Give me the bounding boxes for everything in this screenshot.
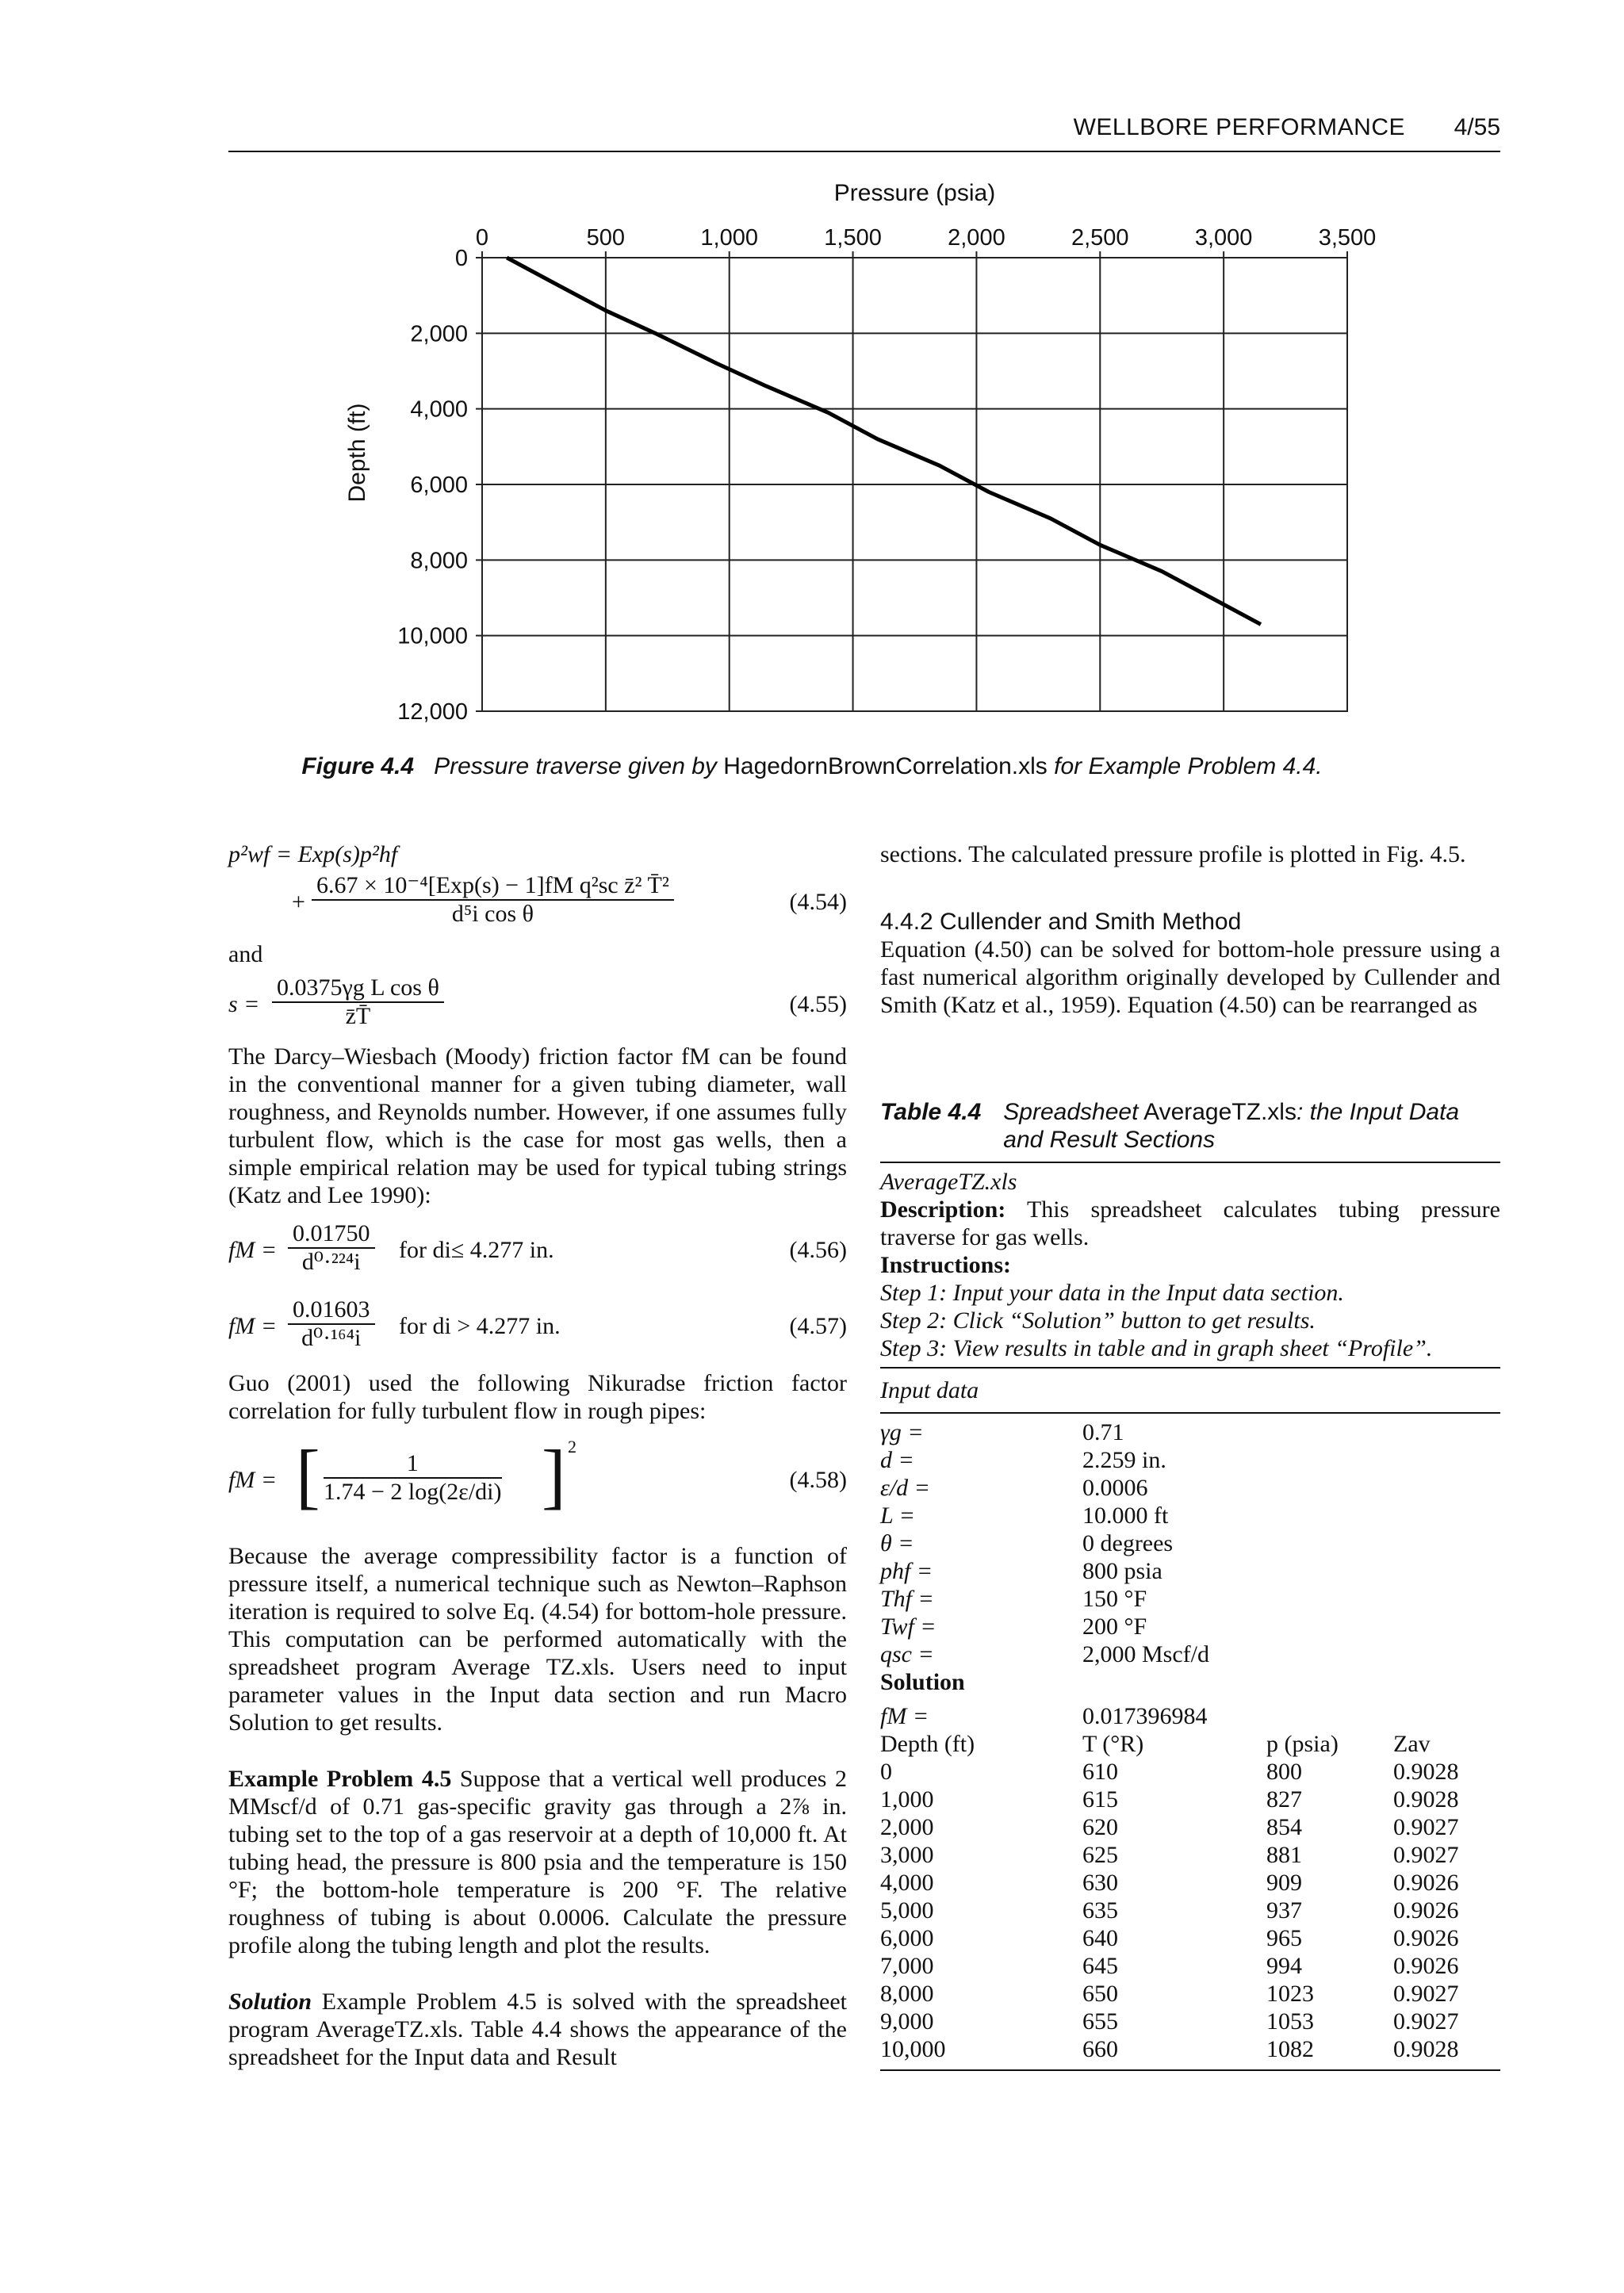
- zav-cell: 0.9027: [1393, 2008, 1459, 2035]
- input-value: 150 °F: [1082, 1586, 1147, 1612]
- pressure-cell: 965: [1266, 1925, 1302, 1951]
- input-value: 2,000 Mscf/d: [1082, 1641, 1209, 1667]
- zav-cell: 0.9028: [1393, 1786, 1459, 1813]
- figure-caption-text: Pressure traverse given by: [434, 753, 717, 779]
- x-axis-title: Pressure (psia): [833, 180, 996, 206]
- table-row: [880, 1786, 1459, 1813]
- eq458-number: (4.58): [789, 1467, 847, 1493]
- depth-cell: 8,000: [880, 1981, 934, 2007]
- paragraph-example-4-5: [228, 1765, 847, 1959]
- table-row: [880, 1980, 1459, 2008]
- equation-4-54-line1: [228, 840, 847, 872]
- pressure-cell: 800: [1266, 1759, 1302, 1785]
- eq454-denominator: d⁵i cos θ: [451, 901, 534, 927]
- temperature-cell: 610: [1082, 1759, 1118, 1785]
- x-tick-label: 2,000: [948, 225, 1005, 251]
- input-value: 200 °F: [1082, 1614, 1147, 1640]
- eq456-number: (4.56): [789, 1237, 847, 1263]
- temperature-cell: 620: [1082, 1814, 1118, 1840]
- depth-cell: 3,000: [880, 1842, 934, 1868]
- solution-text: Example Problem 4.5 is solved with the spreadsheet program AverageTZ.xls. Table 4.4 shows the appearance of the spreadsheet for the Input data and Result: [228, 1989, 848, 2070]
- eq455-lhs: s =: [228, 991, 260, 1017]
- eq458-power: 2: [568, 1437, 576, 1457]
- pressure-cell: 827: [1266, 1786, 1302, 1813]
- zav-cell: 0.9028: [1393, 2036, 1459, 2062]
- y-tick-label: 4,000: [410, 396, 468, 423]
- depth-cell: 0: [880, 1759, 892, 1785]
- table-row: [880, 1924, 1459, 1952]
- depth-cell: 4,000: [880, 1870, 934, 1896]
- y-tick-label: 12,000: [397, 699, 468, 725]
- input-label: ε/d =: [880, 1475, 930, 1501]
- input-row: [880, 1613, 1209, 1640]
- col-temperature: T (°R): [1082, 1731, 1144, 1757]
- eq455-numerator: 0.0375γg L cos θ: [272, 974, 444, 1003]
- input-label: θ =: [880, 1530, 914, 1556]
- depth-cell: 1,000: [880, 1786, 934, 1813]
- y-tick-label: 8,000: [410, 548, 468, 574]
- instructions-label: Instructions:: [880, 1252, 1012, 1278]
- x-tick-label: 1,500: [824, 225, 882, 251]
- table-caption: [880, 1098, 1500, 1154]
- temperature-cell: 655: [1082, 2008, 1118, 2035]
- temperature-cell: 660: [1082, 2036, 1118, 2062]
- paragraph-continued: sections. The calculated pressure profile is plotted in Fig. 4.5.: [880, 841, 1466, 867]
- temperature-cell: 635: [1082, 1897, 1118, 1924]
- table-description: Description: This spreadsheet calculates tubing pressure traverse for gas wells.: [880, 1196, 1500, 1250]
- input-row: [880, 1557, 1209, 1585]
- x-tick-label: 3,500: [1318, 225, 1377, 251]
- table-top-rule: [880, 1162, 1500, 1163]
- input-row: [880, 1474, 1209, 1502]
- equation-4-54-line2: [228, 872, 847, 936]
- input-value: 800 psia: [1082, 1558, 1162, 1584]
- eq454-lhs: p²wf = Exp(s)p²hf: [228, 841, 398, 867]
- table-caption-file: AverageTZ.xls: [1143, 1099, 1297, 1125]
- x-tick-label: 2,500: [1071, 225, 1129, 251]
- example-label: Example Problem 4.5: [228, 1766, 452, 1792]
- zav-cell: 0.9027: [1393, 1814, 1459, 1840]
- x-tick-label: 500: [586, 225, 626, 251]
- section-heading: 4.4.2 Cullender and Smith Method: [880, 909, 1242, 935]
- input-value: 0.71: [1082, 1419, 1124, 1445]
- eq457-number: (4.57): [789, 1313, 847, 1339]
- eq457-lhs: fM =: [228, 1313, 278, 1339]
- zav-cell: 0.9028: [1393, 1759, 1459, 1785]
- pressure-cell: 1023: [1266, 1981, 1314, 2007]
- paragraph-newton-raphson: Because the average compressibility factor is a function of pressure itself, a numerical technique such as Newton–Raphson iteration is required to solve Eq. (4.54) for bottom-hole pressure. This computation can be performed automatically with the spreadsheet program Average TZ.xls. Users need to input parameter values in the Input data section and run Macro Solution to get results.: [228, 1543, 847, 1736]
- input-value: 0 degrees: [1082, 1530, 1174, 1556]
- y-axis-title: Depth (ft): [344, 403, 370, 503]
- paragraph-solution: [228, 1988, 847, 2071]
- table-row: [880, 2035, 1459, 2063]
- zav-cell: 0.9026: [1393, 1870, 1459, 1896]
- pressure-cell: 881: [1266, 1842, 1302, 1868]
- input-label: qsc =: [880, 1641, 934, 1667]
- y-tick-label: 0: [454, 246, 468, 271]
- eq457-denominator: d⁰·¹⁶⁴i: [301, 1325, 362, 1351]
- eq455-number: (4.55): [789, 991, 847, 1017]
- table-bottom-rule: [880, 2069, 1500, 2071]
- fm-label: fM =: [880, 1703, 929, 1729]
- eq456-lhs: fM =: [228, 1237, 278, 1263]
- y-tick-label: 2,000: [410, 321, 468, 347]
- y-tick-label: 10,000: [397, 623, 468, 649]
- input-row: [880, 1585, 1209, 1613]
- pressure-cell: 1053: [1266, 2008, 1314, 2035]
- and-text: and: [228, 941, 263, 967]
- input-row: [880, 1640, 1209, 1668]
- x-tick-label: 1,000: [700, 225, 759, 251]
- left-column: [228, 840, 847, 2071]
- eq454-plus: +: [292, 889, 305, 915]
- pressure-cell: 1082: [1266, 2036, 1314, 2062]
- step-3: Step 3: View results in table and in graph sheet “Profile”.: [880, 1335, 1433, 1361]
- equation-4-57: [228, 1296, 847, 1358]
- table-rule: [880, 1367, 1500, 1369]
- pressure-cell: 937: [1266, 1897, 1302, 1924]
- equation-4-58: fM = [ $\frac{1}{1.74 - 2 \log(2\varepsilon/di)}$ ] 2 (4.58): [228, 1436, 847, 1531]
- depth-cell: 2,000: [880, 1814, 934, 1840]
- eq454-number: (4.54): [789, 889, 847, 915]
- table-row: [880, 1869, 1459, 1897]
- temperature-cell: 645: [1082, 1953, 1118, 1979]
- col-pressure: p (psia): [1266, 1731, 1339, 1757]
- table-row: [880, 1952, 1459, 1980]
- table-row: [880, 1758, 1459, 1786]
- table-label: Table 4.4: [880, 1099, 982, 1125]
- input-value: 10.000 ft: [1082, 1503, 1169, 1529]
- input-row: [880, 1529, 1209, 1557]
- zav-cell: 0.9027: [1393, 1842, 1459, 1868]
- header-rule: [228, 151, 1500, 152]
- zav-cell: 0.9026: [1393, 1925, 1459, 1951]
- input-label: Twf =: [880, 1614, 936, 1640]
- example-text: Suppose that a vertical well produces 2 MMscf/d of 0.71 gas-specific gravity gas through a 2⅞ in. tubing set to the top of a gas reservoir at a depth of 10,000 ft. At tubing head, the pressure is 800 psia and the temperature is 150 °F; the bottom-hole temperature is 200 °F. The relative roughness of tubing is about 0.0006. Calculate the pressure profile along the tubing length and plot the results.: [228, 1766, 847, 1958]
- table-caption-b: : the Input Data and Result Sections: [1003, 1099, 1460, 1153]
- eq458-numerator: 1: [324, 1450, 502, 1479]
- input-label: d =: [880, 1447, 914, 1473]
- pressure-profile-line: [507, 258, 1261, 624]
- col-zav: Zav: [1393, 1731, 1431, 1757]
- eq454-numerator: 6.67 × 10⁻⁴[Exp(s) − 1]fM q²sc z̄² T̄²: [312, 872, 674, 901]
- equation-4-56: [228, 1220, 847, 1282]
- pressure-cell: 994: [1266, 1953, 1302, 1979]
- equation-4-55: [228, 974, 847, 1036]
- depth-cell: 5,000: [880, 1897, 934, 1924]
- input-label: Thf =: [880, 1586, 934, 1612]
- input-value: 2.259 in.: [1082, 1447, 1166, 1473]
- input-data-heading: Input data: [880, 1377, 979, 1403]
- input-row: [880, 1502, 1209, 1529]
- eq455-denominator: z̄T̄: [345, 1003, 371, 1029]
- figure-caption-file: HagedornBrownCorrelation.xls: [723, 753, 1048, 779]
- temperature-cell: 630: [1082, 1870, 1118, 1896]
- step-1: Step 1: Input your data in the Input data section.: [880, 1280, 1344, 1306]
- results-header-row: [880, 1730, 1459, 1758]
- table-row: [880, 1841, 1459, 1869]
- pressure-cell: 909: [1266, 1870, 1302, 1896]
- table-row: [880, 1813, 1459, 1841]
- depth-cell: 6,000: [880, 1925, 934, 1951]
- input-label: γg =: [880, 1419, 924, 1445]
- temperature-cell: 650: [1082, 1981, 1118, 2007]
- temperature-cell: 625: [1082, 1842, 1118, 1868]
- running-head: WELLBORE PERFORMANCE: [1073, 114, 1405, 140]
- input-data-table: [880, 1418, 1209, 1668]
- table-row: [880, 2008, 1459, 2035]
- eq456-numerator: 0.01750: [288, 1220, 375, 1249]
- solution-table: [880, 1702, 1459, 2063]
- depth-cell: 7,000: [880, 1953, 934, 1979]
- description-label: Description:: [880, 1196, 1006, 1223]
- figure-label: Figure 4.4: [301, 753, 415, 779]
- depth-cell: 10,000: [880, 2036, 946, 2062]
- depth-cell: 9,000: [880, 2008, 934, 2035]
- input-value: 0.0006: [1082, 1475, 1148, 1501]
- col-depth: Depth (ft): [880, 1731, 975, 1757]
- table-row: [880, 1897, 1459, 1924]
- input-row: [880, 1446, 1209, 1474]
- eq458-denominator: 1.74 − 2 log(2ε/di): [324, 1479, 502, 1505]
- input-rule: [880, 1412, 1500, 1414]
- paragraph-cullender-smith: Equation (4.50) can be solved for bottom-hole pressure using a fast numerical algorithm originally developed by Cullender and Smith (Katz et al., 1959). Equation (4.50) can be rearranged as: [880, 936, 1500, 1018]
- paragraph-friction-factor: The Darcy–Wiesbach (Moody) friction factor fM can be found in the conventional manner for a given tubing diameter, wall roughness, and Reynolds number. However, if one assumes fully turbulent flow, which is the case for most gas wells, then a simple empirical relation may be used for typical tubing strings (Katz and Lee 1990):: [228, 1043, 847, 1208]
- table-name: AverageTZ.xls: [880, 1169, 1017, 1195]
- pressure-traverse-chart: [301, 170, 1427, 741]
- input-row: [880, 1418, 1209, 1446]
- eq457-numerator: 0.01603: [288, 1296, 375, 1325]
- input-label: phf =: [880, 1558, 933, 1584]
- temperature-cell: 640: [1082, 1925, 1118, 1951]
- solution-heading: Solution: [880, 1669, 965, 1695]
- page-number: 4/55: [1454, 114, 1500, 140]
- temperature-cell: 615: [1082, 1786, 1118, 1813]
- pressure-cell: 854: [1266, 1814, 1302, 1840]
- zav-cell: 0.9026: [1393, 1897, 1459, 1924]
- table-caption-a: Spreadsheet: [1003, 1099, 1139, 1125]
- eq456-condition: for di≤ 4.277 in.: [399, 1237, 554, 1263]
- page-header: [228, 111, 1500, 151]
- fm-value: 0.017396984: [1082, 1703, 1208, 1729]
- zav-cell: 0.9026: [1393, 1953, 1459, 1979]
- step-2: Step 2: Click “Solution” button to get results.: [880, 1307, 1316, 1334]
- x-tick-label: 0: [475, 225, 489, 251]
- zav-cell: 0.9027: [1393, 1981, 1459, 2007]
- x-tick-label: 3,000: [1194, 225, 1253, 251]
- figure-caption: [0, 753, 1624, 780]
- solution-label: Solution: [228, 1989, 312, 2015]
- figure-caption-tail: for Example Problem 4.4.: [1054, 753, 1323, 779]
- right-column: [880, 840, 1500, 2076]
- paragraph-nikuradse: Guo (2001) used the following Nikuradse friction factor correlation for fully turbulent flow in rough pipes:: [228, 1370, 847, 1424]
- eq457-condition: for di > 4.277 in.: [399, 1313, 561, 1339]
- input-label: L =: [880, 1503, 915, 1529]
- eq456-denominator: d⁰·²²⁴i: [301, 1249, 361, 1275]
- eq458-lhs: fM =: [228, 1467, 278, 1493]
- y-tick-label: 6,000: [410, 473, 468, 498]
